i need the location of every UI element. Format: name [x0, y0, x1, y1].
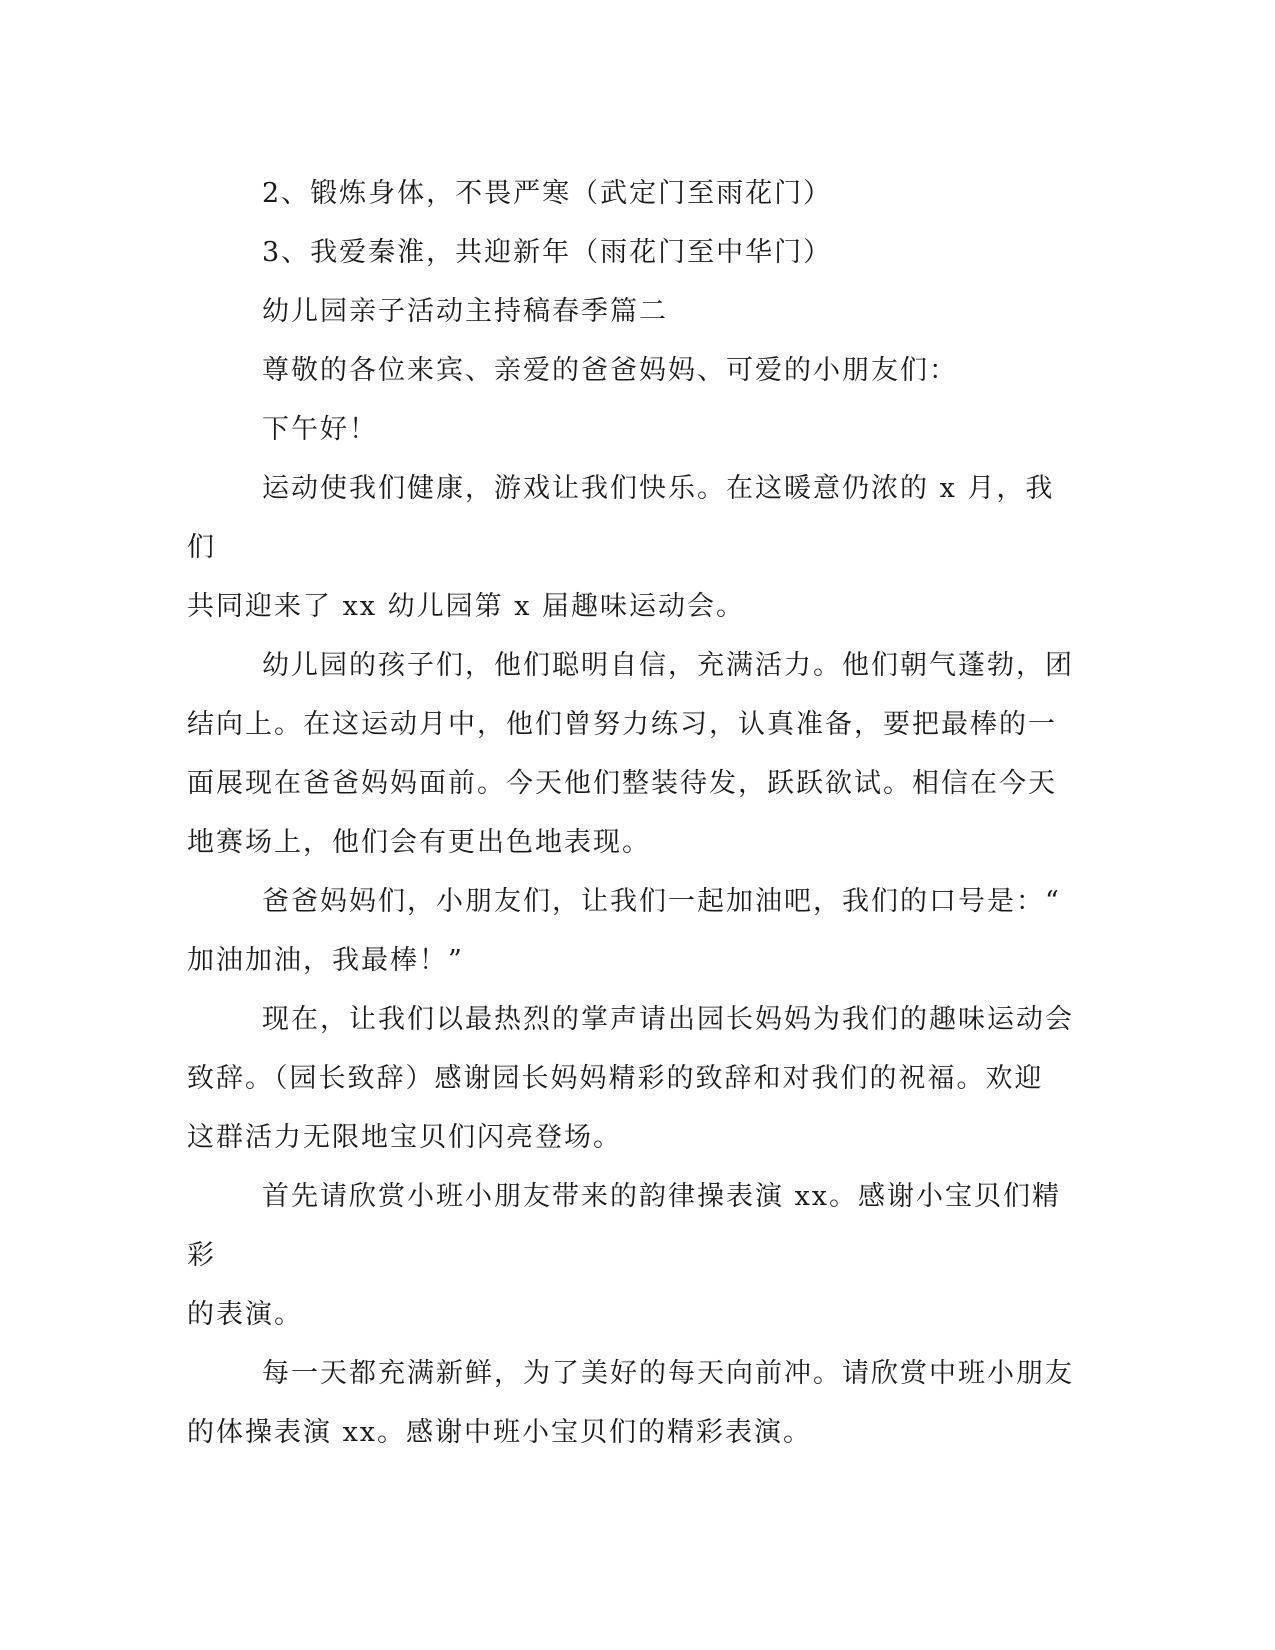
list-item-2: 2、锻炼身体，不畏严寒（武定门至雨花门）: [262, 178, 833, 209]
list-item-3: 3、我爱秦淮，共迎新年（雨花门至中华门）: [262, 237, 833, 268]
paragraph: 幼儿园的孩子们，他们聪明自信，充满活力。他们朝气蓬勃，团 结向上。在这运动月中，他们曾努力练习，认真准备，要把最棒的一 面展现在爸爸妈妈面前。今天他们整装待发，跃跃欲试。相信在今天 地赛场上，他们会有更出色地表现。: [187, 650, 1074, 858]
paragraph: 首先请欣赏小班小朋友带来的韵律操表演 xx。感谢小宝贝们精彩 的表演。: [187, 1181, 1062, 1330]
document-body: [187, 164, 1077, 1462]
paragraph: 爸爸妈妈们，小朋友们，让我们一起加油吧，我们的口号是：“ 加油加油，我最棒！”: [187, 886, 1061, 976]
paragraph: 每一天都充满新鲜，为了美好的每天向前冲。请欣赏中班小朋友 的体操表演 xx。感谢中班小宝贝们的精彩表演。: [187, 1358, 1074, 1448]
salutation: 尊敬的各位来宾、亲爱的爸爸妈妈、可爱的小朋友们：: [262, 355, 958, 386]
section-heading: 幼儿园亲子活动主持稿春季篇二: [262, 296, 668, 327]
paragraph: 运动使我们健康，游戏让我们快乐。在这暖意仍浓的 x 月，我们 共同迎来了 xx 幼儿园第 x 届趣味运动会。: [187, 473, 1055, 622]
greeting: 下午好！: [262, 414, 378, 445]
paragraph: 现在，让我们以最热烈的掌声请出园长妈妈为我们的趣味运动会 致辞。（园长致辞）感谢园长妈妈精彩的致辞和对我们的祝福。欢迎 这群活力无限地宝贝们闪亮登场。: [187, 1004, 1074, 1153]
